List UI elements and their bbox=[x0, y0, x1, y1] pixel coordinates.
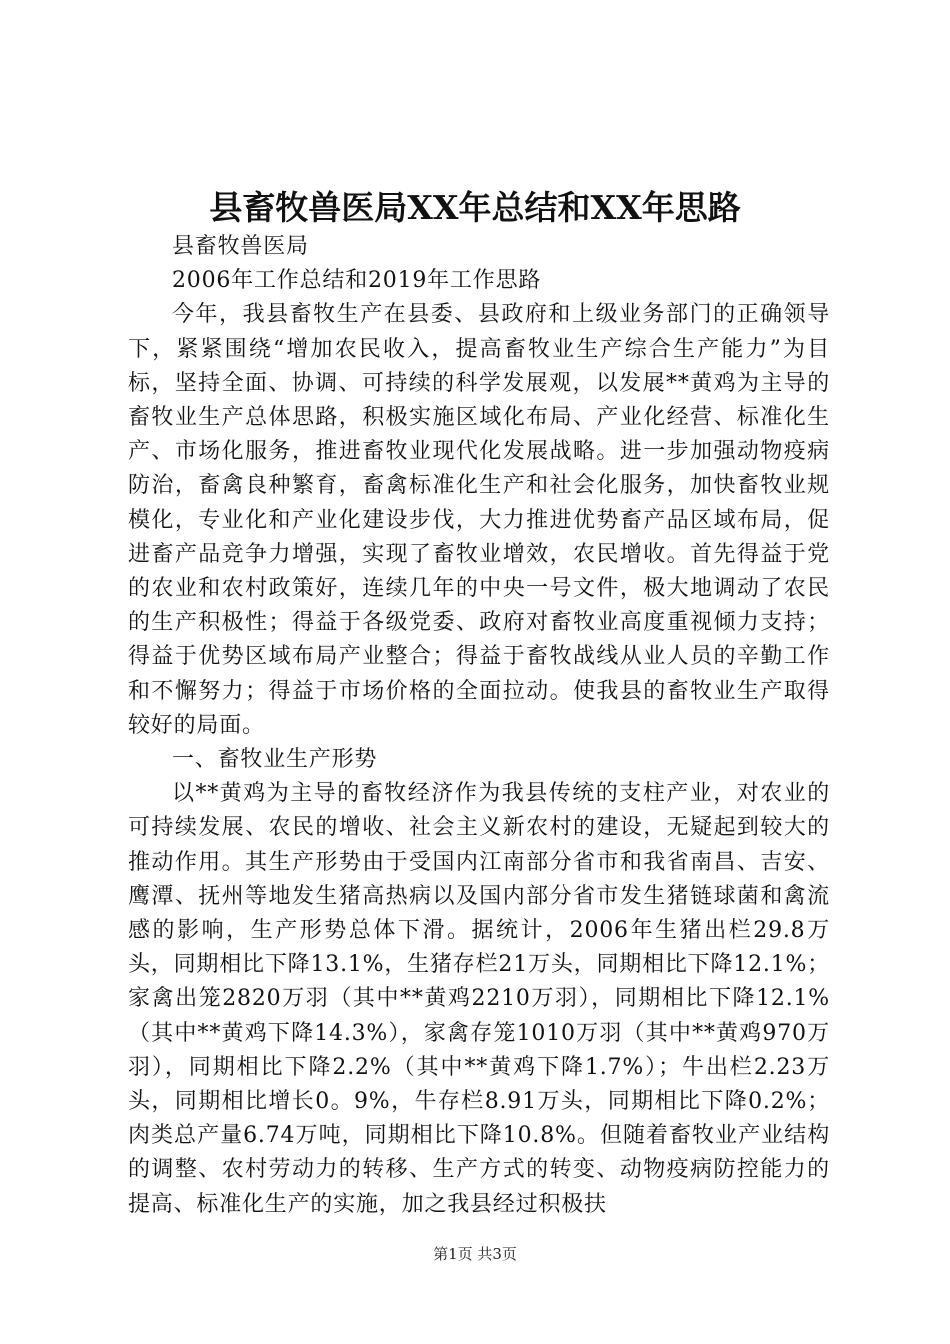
page-footer: 第1页 共3页 bbox=[433, 1245, 517, 1263]
paragraph-organization: 县畜牧兽医局 bbox=[172, 234, 309, 259]
paragraph-introduction: 今年，我县畜牧生产在县委、县政府和上级业务部门的正确领导下，紧紧围绕“增加农民收入，提高畜牧业生产综合生产能力”为目标，坚持全面、协调、可持续的科学发展观，以发展**黄鸡为主导的畜牧业生产总体思路，积极实施区域化布局、产业化经营、标准化生产、市场化服务，推进畜牧业现代化发展战略。进一步加强动物疫病防治，畜禽良种繁育，畜禽标准化生产和社会化服务，加快畜牧业规模化，专业化和产业化建设步伐，大力推进优势畜产品区域布局，促进畜产品竞争力增强，实现了畜牧业增效，农民增收。首先得益于党的农业和农村政策好，连续几年的中央一号文件，极大地调动了农民的生产积极性；得益于各级党委、政府对畜牧业高度重视倾力支持；得益于优势区域布局产业整合；得益于畜牧战线从业人员的辛勤工作和不懈努力；得益于市场价格的全面拉动。使我县的畜牧业生产取得较好的局面。 bbox=[128, 302, 830, 738]
document-title: 县畜牧兽医局XX年总结和XX年思路 bbox=[209, 188, 741, 227]
document-body bbox=[128, 230, 830, 1222]
paragraph-subtitle: 2006年工作总结和2019年工作思路 bbox=[172, 268, 542, 294]
paragraph-production-situation: 以**黄鸡为主导的畜牧经济作为我县传统的支柱产业，对农业的可持续发展、农民的增收、社会主义新农村的建设，无疑起到较大的推动作用。其生产形势由于受国内江南部分省市和我省南昌、吉安、鹰潭、抚州等地发生猪高热病以及国内部分省市发生猪链球菌和禽流感的影响，生产形势总体下滑。据统计，2006年生猪出栏29.8万头，同期相比下降13.1%，生猪存栏21万头，同期相比下降12.1%；家禽出笼2820万羽（其中**黄鸡2210万羽），同期相比下降12.1%（其中**黄鸡下降14.3%），家禽存笼1010万羽（其中**黄鸡970万羽），同期相比下降2.2%（其中**黄鸡下降1.7%）；牛出栏2.23万头，同期相比增长0。9%，牛存栏8.91万头，同期相比下降0.2%；肉类总产量6.74万吨，同期相比下降10.8%。但随着畜牧业产业结构的调整、农村劳动力的转移、生产方式的转变、动物疫病防控能力的提高、标准化生产的实施，加之我县经过积极扶 bbox=[128, 781, 830, 1217]
section-heading: 一、畜牧业生产形势 bbox=[172, 747, 378, 773]
